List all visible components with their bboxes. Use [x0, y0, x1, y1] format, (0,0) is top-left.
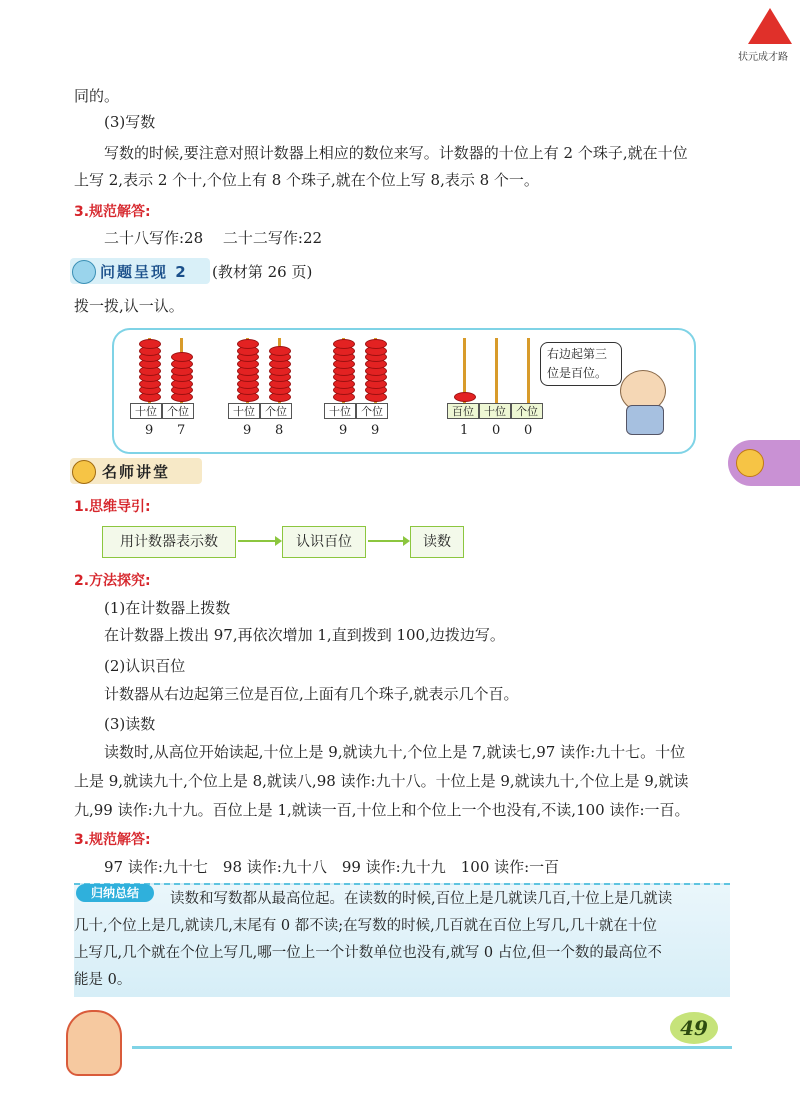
flow-step-1: 用计数器表示数 — [102, 526, 236, 558]
summary-line: 能是 0。 — [74, 972, 132, 988]
abacus-digit: 9 — [243, 423, 252, 438]
place-label: 十位 — [324, 403, 356, 419]
subsection-2-text: 计数器从右边起第三位是百位,上面有几个珠子,就表示几个百。 — [104, 685, 519, 703]
abacus-rod — [495, 338, 498, 406]
place-label: 十位 — [479, 403, 511, 419]
answer-heading: 3.规范解答: — [74, 204, 151, 220]
flow-step-3: 读数 — [410, 526, 464, 558]
summary-box — [74, 883, 730, 997]
summary-line: 上写几,几个就在个位上写几,哪一位上一个计数单位也没有,就写 0 占位,但一个数的最高位不 — [74, 945, 662, 961]
abacus-bead — [454, 392, 476, 402]
logo-triangle — [748, 8, 792, 44]
place-label: 个位 — [260, 403, 292, 419]
answer-heading: 3.规范解答: — [74, 832, 151, 848]
flow-arrow — [238, 540, 276, 542]
place-label: 个位 — [162, 403, 194, 419]
guide-heading: 1.思维导引: — [74, 499, 151, 515]
place-label: 十位 — [228, 403, 260, 419]
abacus-digit: 9 — [145, 423, 154, 438]
lecture-title: 名师讲堂 — [102, 463, 171, 481]
answer-text: 二十八写作:28 二十二写作:22 — [104, 229, 323, 247]
mascot-illustration — [66, 1010, 122, 1076]
footer-divider — [132, 1046, 732, 1049]
abacus-digit: 7 — [177, 423, 186, 438]
textbook-reference: (教材第 26 页) — [212, 263, 313, 281]
place-label: 百位 — [447, 403, 479, 419]
abacus-digit: 9 — [371, 423, 380, 438]
magnifier-icon — [72, 260, 96, 284]
answer-text: 97 读作:九十七 98 读作:九十八 99 读作:九十九 100 读作:一百 — [104, 858, 560, 876]
abacus-digit: 0 — [524, 423, 533, 438]
flow-step-2: 认识百位 — [282, 526, 366, 558]
problem-title: 问题呈现 2 — [100, 263, 188, 281]
teacher-icon — [72, 460, 96, 484]
abacus-rod — [527, 338, 530, 406]
abacus-digit: 1 — [460, 423, 469, 438]
speech-bubble: 右边起第三位是百位。 — [540, 342, 622, 386]
flow-arrow — [368, 540, 404, 542]
summary-line: 几十,个位上是几,就读几,末尾有 0 都不读;在写数的时候,几百就在百位上写几,几十就在十位 — [74, 918, 657, 934]
subsection-3: (3)读数 — [104, 715, 156, 733]
subsection-1: (1)在计数器上拨数 — [104, 599, 231, 617]
subsection-1-text: 在计数器上拨出 97,再依次增加 1,直到拨到 100,边拨边写。 — [104, 626, 505, 644]
instruction: 拨一拨,认一认。 — [74, 297, 184, 315]
summary-line: 读数和写数都从最高位起。在读数的时候,百位上是几就读几百,十位上是几就读 — [170, 891, 673, 907]
lecture-header — [70, 458, 202, 484]
teacher-body — [626, 405, 664, 435]
method-heading: 2.方法探究: — [74, 573, 151, 589]
page-number: 49 — [670, 1012, 718, 1044]
problem-header — [70, 258, 210, 284]
paragraph-line: 写数的时候,要注意对照计数器上相应的数位来写。计数器的十位上有 2 个珠子,就在十位 — [104, 144, 688, 162]
abacus-digit: 9 — [339, 423, 348, 438]
subsection-write-numbers: (3)写数 — [104, 113, 156, 131]
paragraph-line: 上写 2,表示 2 个十,个位上有 8 个珠子,就在个位上写 8,表示 8 个一。 — [74, 171, 539, 189]
place-label: 个位 — [356, 403, 388, 419]
summary-tag: 归纳总结 — [76, 884, 154, 902]
paragraph-line: 上是 9,就读九十,个位上是 8,就读八,98 读作:九十八。十位上是 9,就读九十,个位上是 9,就读 — [74, 772, 689, 790]
bear-face-icon — [736, 449, 764, 477]
logo-text: 状元成才路 — [738, 52, 788, 63]
paragraph-line: 九,99 读作:九十九。百位上是 1,就读一百,十位上和个位上一个也没有,不读,100 读作:一百。 — [74, 801, 690, 819]
place-label: 十位 — [130, 403, 162, 419]
subsection-2: (2)认识百位 — [104, 657, 186, 675]
abacus-digit: 0 — [492, 423, 501, 438]
abacus-bead — [269, 346, 291, 356]
abacus-digit: 8 — [275, 423, 284, 438]
intro-line: 同的。 — [74, 87, 120, 105]
place-label: 个位 — [511, 403, 543, 419]
paragraph-line: 读数时,从高位开始读起,十位上是 9,就读九十,个位上是 7,就读七,97 读作:九十七。十位 — [104, 743, 686, 761]
